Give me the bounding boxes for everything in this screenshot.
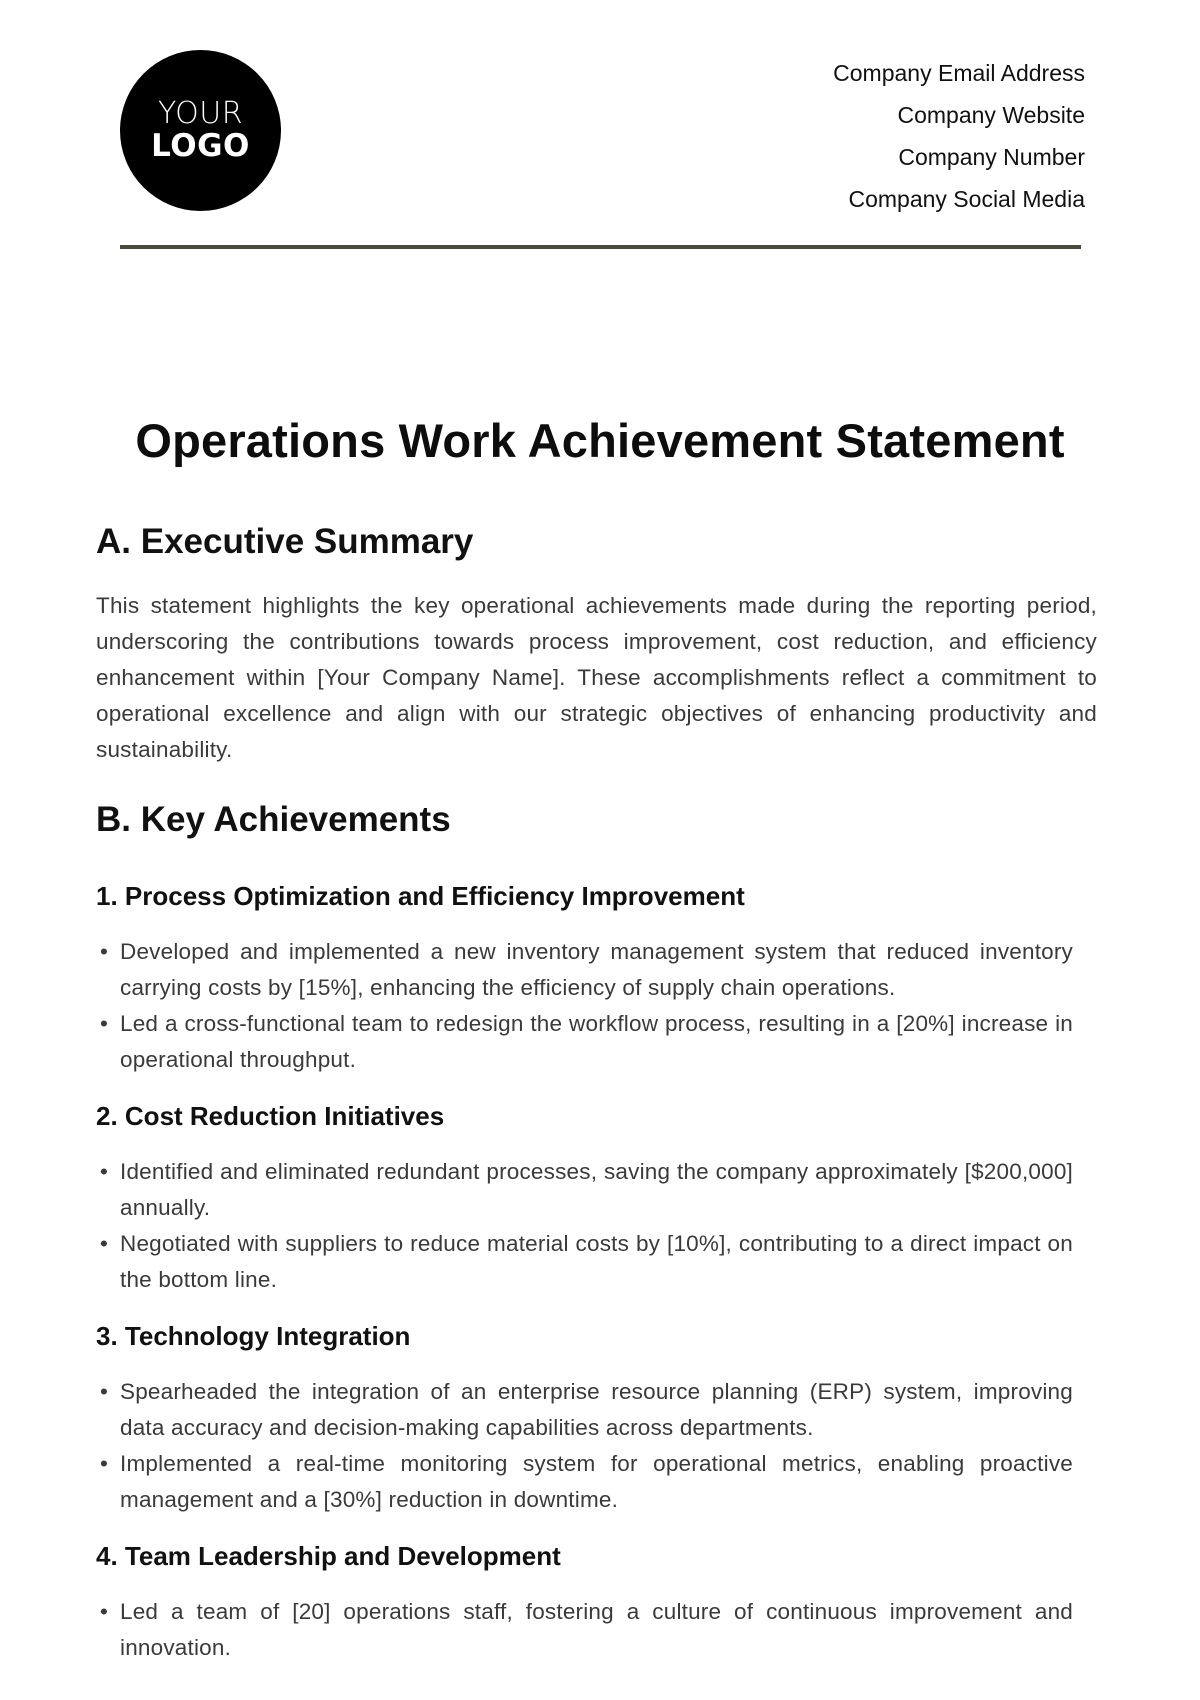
list-item: • Led a cross-functional team to redesign the workflow process, resulting in a [20%] increase in operational throughput. [96,1006,1073,1078]
document-title: Operations Work Achievement Statement [135,414,1065,467]
section-heading-executive-summary: A. Executive Summary [96,522,474,561]
company-social-media: Company Social Media [848,186,1085,212]
document-body [96,516,1097,1666]
section-heading-key-achievements: B. Key Achievements [96,800,451,839]
company-email: Company Email Address [833,60,1085,86]
subsection-heading-team-leadership: 4. Team Leadership and Development [96,1541,561,1571]
list-item: • Developed and implemented a new inventory management system that reduced inventory carrying costs by [15%], enhancing the efficiency of supply chain operations. [96,934,1073,1006]
list-item: • Negotiated with suppliers to reduce material costs by [10%], contributing to a direct impact on the bottom line. [96,1226,1073,1298]
bullet-list [96,1594,1073,1666]
list-item: • Spearheaded the integration of an enterprise resource planning (ERP) system, improving data accuracy and decision-making capabilities across departments. [96,1374,1073,1446]
list-item: • Implemented a real-time monitoring system for operational metrics, enabling proactive management and a [30%] reduction in downtime. [96,1446,1073,1518]
company-contact-block [833,52,1085,220]
header-divider [120,245,1081,249]
bullet-list [96,1374,1073,1518]
list-item: • Identified and eliminated redundant processes, saving the company approximately [$200,000] annually. [96,1154,1073,1226]
subsection-heading-technology-integration: 3. Technology Integration [96,1321,411,1351]
company-logo [120,50,281,211]
bullet-list [96,1154,1073,1298]
subsection-heading-cost-reduction: 2. Cost Reduction Initiatives [96,1101,445,1131]
list-item: • Led a team of [20] operations staff, fostering a culture of continuous improvement and innovation. [96,1594,1073,1666]
logo-text-line1: YOUR [157,96,244,132]
executive-summary-paragraph: This statement highlights the key operational achievements made during the reporting period, underscoring the contributions towards process improvement, cost reduction, and efficiency enhancement within [Your Company Name]. These accomplishments reflect a commitment to operational excellence and align with our strategic objectives of enhancing productivity and sustainability. [96,593,1097,762]
company-website: Company Website [897,102,1085,128]
subsection-heading-process-optimization: 1. Process Optimization and Efficiency Improvement [96,881,745,911]
bullet-list [96,934,1073,1078]
company-number: Company Number [898,144,1085,170]
logo-text-line2: LOGO [151,127,250,164]
